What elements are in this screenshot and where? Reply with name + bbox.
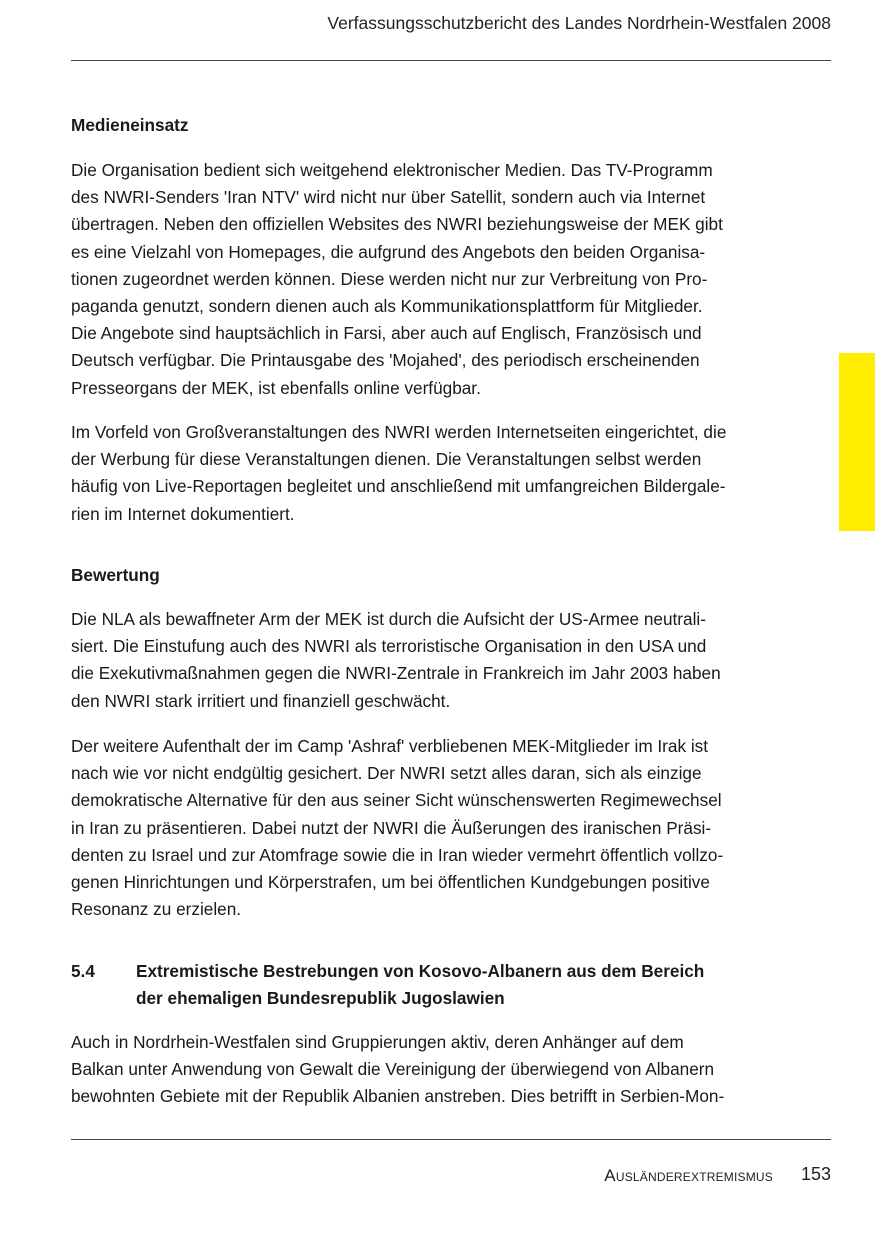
text-line: siert. Die Einstufung auch des NWRI als terroristische Organisation in den USA und bbox=[71, 636, 707, 657]
paragraph-bewertung-1 bbox=[71, 606, 791, 715]
heading-medieneinsatz: Medieneinsatz bbox=[71, 115, 189, 135]
paragraph-medien-2 bbox=[71, 419, 791, 528]
text-line: des NWRI-Senders 'Iran NTV' wird nicht nur über Satellit, sondern auch via Internet bbox=[71, 187, 706, 208]
text-line: häufig von Live-Reportagen begleitet und anschließend mit umfangreichen Bildergale- bbox=[71, 476, 726, 497]
text-line: rien im Internet dokumentiert. bbox=[71, 503, 295, 524]
page-number: 153 bbox=[800, 1164, 831, 1184]
text-line: Die Angebote sind hauptsächlich in Farsi, aber auch auf Englisch, Französisch und bbox=[71, 323, 702, 344]
section-heading-5-4 bbox=[71, 958, 791, 1014]
text-line: Im Vorfeld von Großveranstaltungen des NWRI werden Internetseiten eingerichtet, die bbox=[71, 422, 727, 442]
text-line: Presseorgans der MEK, ist ebenfalls online verfügbar. bbox=[71, 377, 481, 398]
text-line: übertragen. Neben den offiziellen Websites des NWRI beziehungsweise der MEK gibt bbox=[71, 214, 723, 235]
heading-bewertung: Bewertung bbox=[71, 565, 160, 585]
text-line: Die NLA als bewaffneter Arm der MEK ist durch die Aufsicht der US-Armee neutrali- bbox=[71, 609, 706, 629]
paragraph-kosovo-1 bbox=[71, 1029, 791, 1111]
footer-chapter-label: Ausländerextremismus bbox=[604, 1166, 773, 1185]
text-line: demokratische Alternative für den aus seiner Sicht wünschenswerten Regimewechsel bbox=[71, 790, 722, 811]
footer-rule bbox=[71, 1139, 831, 1140]
paragraph-medien-1 bbox=[71, 157, 791, 402]
text-line: tionen zugeordnet werden können. Diese werden nicht nur zur Verbreitung von Pro- bbox=[71, 268, 708, 289]
text-line: Resonanz zu erzielen. bbox=[71, 899, 242, 920]
text-line: Balkan unter Anwendung von Gewalt die Vereinigung der überwiegend von Albanern bbox=[71, 1059, 715, 1080]
text-line: der Werbung für diese Veranstaltungen dienen. Die Veranstaltungen selbst werden bbox=[71, 449, 702, 470]
text-line: Die Organisation bedient sich weitgehend elektronischer Medien. Das TV-Programm bbox=[71, 160, 713, 180]
text-line: denten zu Israel und zur Atomfrage sowie die in Iran wieder vermehrt öffentlich vollzo- bbox=[71, 844, 724, 865]
running-header: Verfassungsschutzbericht des Landes Nordrhein-Westfalen 2008 bbox=[327, 13, 831, 33]
text-line: paganda genutzt, sondern dienen auch als Kommunikationsplattform für Mitglieder. bbox=[71, 296, 703, 317]
text-line: nach wie vor nicht endgültig gesichert. Der NWRI setzt alles daran, sich als einzige bbox=[71, 763, 702, 784]
text-line: bewohnten Gebiete mit der Republik Albanien anstreben. Dies betrifft in Serbien-Mon- bbox=[71, 1086, 725, 1107]
section-title-line: Extremistische Bestrebungen von Kosovo-Albanern aus dem Bereich bbox=[136, 961, 705, 981]
section-number: 5.4 bbox=[71, 961, 95, 981]
text-line: Auch in Nordrhein-Westfalen sind Gruppierungen aktiv, deren Anhänger auf dem bbox=[71, 1032, 684, 1052]
text-line: den NWRI stark irritiert und finanziell geschwächt. bbox=[71, 690, 451, 711]
text-line: in Iran zu präsentieren. Dabei nutzt der NWRI die Äußerungen des iranischen Präsi- bbox=[71, 817, 712, 838]
section-title-line: der ehemaligen Bundesrepublik Jugoslawien bbox=[136, 988, 505, 1009]
text-line: Deutsch verfügbar. Die Printausgabe des 'Mojahed', des periodisch erscheinenden bbox=[71, 350, 700, 371]
header-rule bbox=[71, 60, 831, 61]
text-line: Der weitere Aufenthalt der im Camp 'Ashraf' verbliebenen MEK-Mitglieder im Irak ist bbox=[71, 736, 709, 756]
chapter-side-tab bbox=[839, 353, 875, 531]
text-line: es eine Vielzahl von Homepages, die aufgrund des Angebots den beiden Organisa- bbox=[71, 241, 706, 262]
text-line: die Exekutivmaßnahmen gegen die NWRI-Zentrale in Frankreich im Jahr 2003 haben bbox=[71, 663, 721, 684]
paragraph-bewertung-2 bbox=[71, 733, 791, 923]
text-line: genen Hinrichtungen und Körperstrafen, um bei öffentlichen Kundgebungen positive bbox=[71, 872, 710, 893]
section-title bbox=[136, 958, 704, 1012]
